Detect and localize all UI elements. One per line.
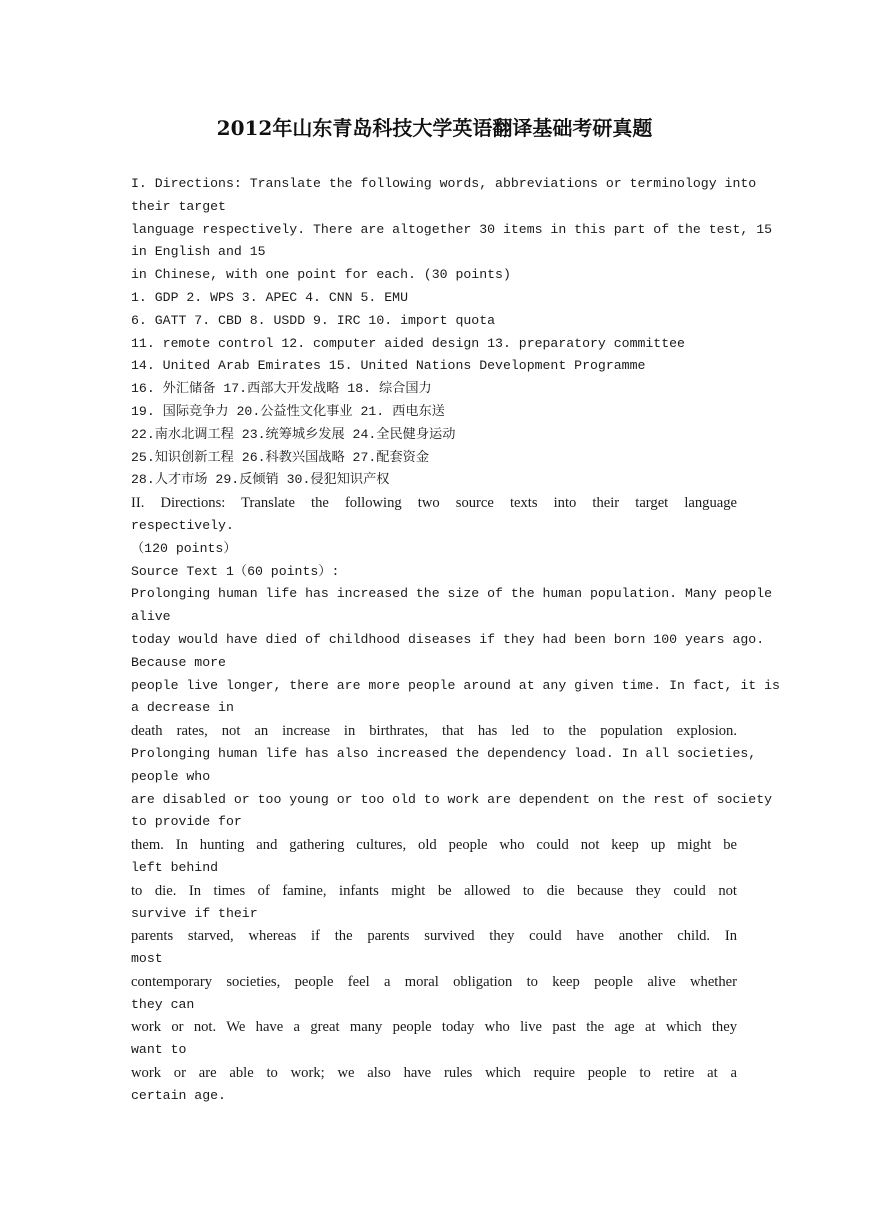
text-line: Because more [131,654,226,670]
text-line: want to [131,1042,187,1058]
text-line: death rates, not an increase in birthrates, that has led to the population explosion. [131,723,737,740]
text-line: are disabled or too young or too old to work are dependent on the rest of society [131,791,773,807]
text-line: survive if their [131,905,258,921]
text-line: a decrease in [131,700,234,716]
text-line: 25.知识创新工程 26.科教兴国战略 27.配套资金 [131,449,430,465]
text-line: Prolonging human life has increased the size of the human population. Many people [131,586,773,602]
text-line: in English and 15 [131,244,266,260]
text-line: work or not. We have a great many people today who live past the age at which they [131,1019,737,1036]
text-line: to die. In times of famine, infants might be allowed to die because they could not [131,882,737,899]
text-line: people who [131,768,211,784]
text-line: most [131,951,163,967]
text-line: parents starved, whereas if the parents survived they could have another child. In [131,928,737,945]
text-line: 28.人才市场 29.反倾销 30.侵犯知识产权 [131,472,390,488]
text-line: 22.南水北调工程 23.统筹城乡发展 24.全民健身运动 [131,426,456,442]
text-line: people live longer, there are more people around at any given time. In fact, it is [131,677,780,693]
text-line: work or are able to work; we also have rules which require people to retire at a [131,1065,737,1082]
text-line: 6. GATT 7. CBD 8. USDD 9. IRC 10. import quota [131,312,496,328]
text-line: （120 points） [131,540,237,556]
text-line: their target [131,198,226,214]
text-line: them. In hunting and gathering cultures, old people who could not keep up might be [131,837,737,854]
text-line: left behind [131,859,219,875]
exam-body-text [131,173,780,1108]
text-line: II. Directions: Translate the following two source texts into their target language [131,495,737,512]
page-title: 2012年山东青岛科技大学英语翻译基础考研真题 [216,116,653,140]
text-line: language respectively. There are altogether 30 items in this part of the test, 15 [131,221,773,237]
text-line: 19. 国际竞争力 20.公益性文化事业 21. 西电东送 [131,403,445,419]
text-line: 1. GDP 2. WPS 3. APEC 4. CNN 5. EMU [131,289,408,305]
text-line: certain age. [131,1087,226,1103]
text-line: to provide for [131,814,242,830]
text-line: Prolonging human life has also increased the dependency load. In all societies, [131,745,757,761]
text-line: contemporary societies, people feel a moral obligation to keep people alive whether [131,973,737,990]
text-line: in Chinese, with one point for each. (30 points) [131,267,511,283]
text-line: Source Text 1（60 points）: [131,563,340,579]
text-line: I. Directions: Translate the following words, abbreviations or terminology into [131,176,757,191]
text-line: 11. remote control 12. computer aided design 13. preparatory committee [131,335,685,351]
text-line: today would have died of childhood diseases if they had been born 100 years ago. [131,631,765,647]
text-line: alive [131,609,171,625]
text-line: respectively. [131,517,234,533]
text-line: 16. 外汇储备 17.西部大开发战略 18. 综合国力 [131,381,432,397]
text-line: they can [131,996,195,1012]
text-line: 14. United Arab Emirates 15. United Nations Development Programme [131,358,646,374]
